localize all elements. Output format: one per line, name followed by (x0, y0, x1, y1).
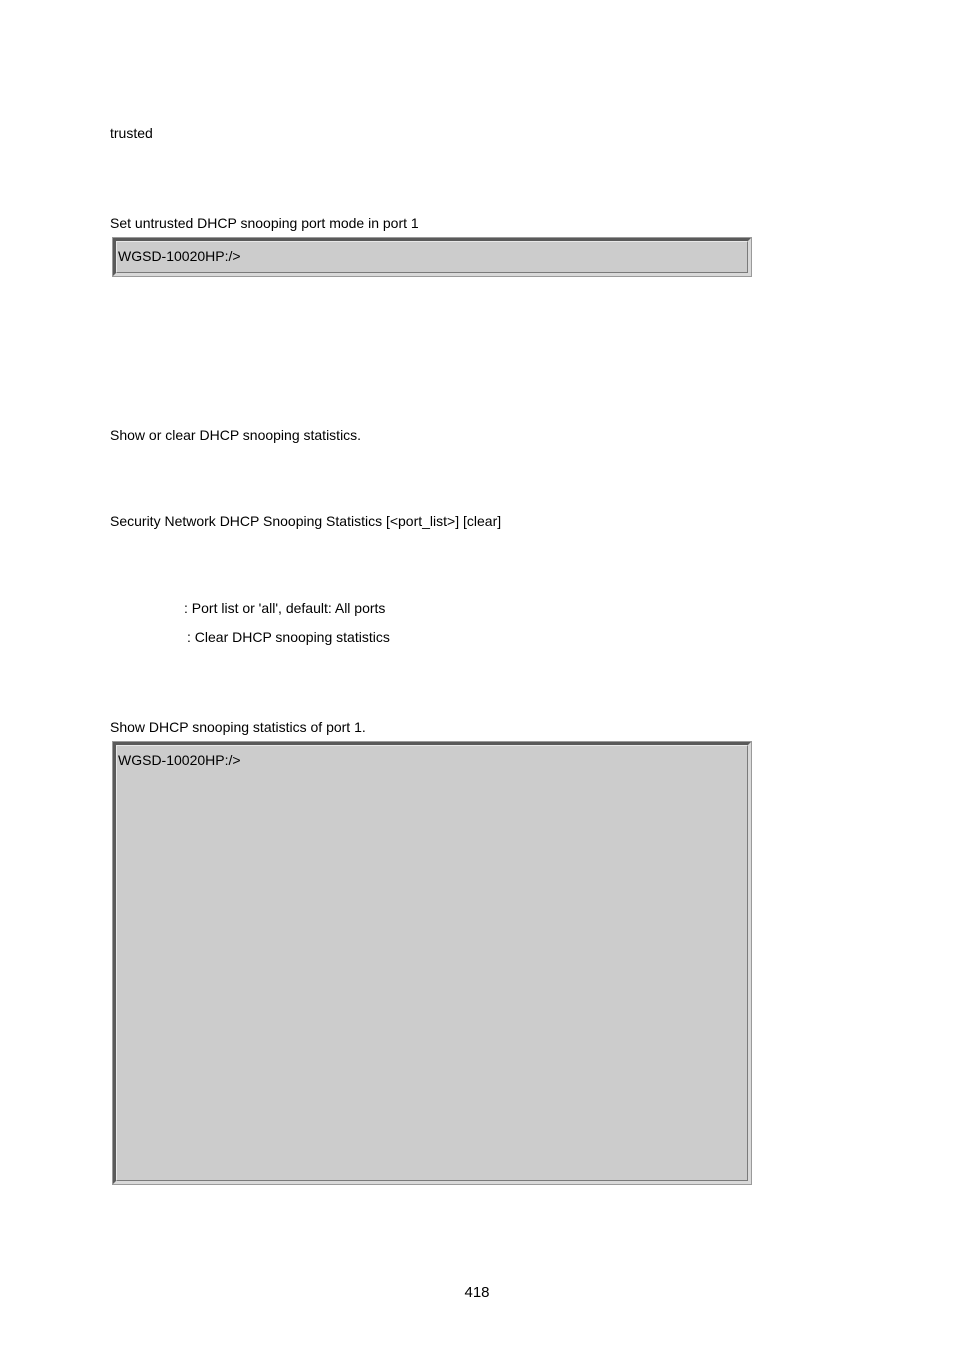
page-number: 418 (464, 1284, 490, 1301)
param-port-list-description: : Port list or 'all', default: All ports (184, 600, 386, 616)
command-description: Show or clear DHCP snooping statistics. (110, 427, 362, 443)
console-box-bevel (116, 745, 748, 1181)
console-prompt: WGSD-10020HP:/> (118, 752, 241, 768)
example-caption-statistics: Show DHCP snooping statistics of port 1. (110, 719, 366, 735)
console-box-untrusted (113, 238, 751, 276)
param-clear-description: : Clear DHCP snooping statistics (187, 629, 390, 645)
command-syntax: Security Network DHCP Snooping Statistics [<port_list>] [clear] (110, 513, 502, 529)
example-caption-untrusted: Set untrusted DHCP snooping port mode in port 1 (110, 215, 419, 231)
console-box-statistics (113, 742, 751, 1184)
default-value-text: trusted (110, 125, 153, 141)
console-prompt: WGSD-10020HP:/> (118, 248, 241, 264)
